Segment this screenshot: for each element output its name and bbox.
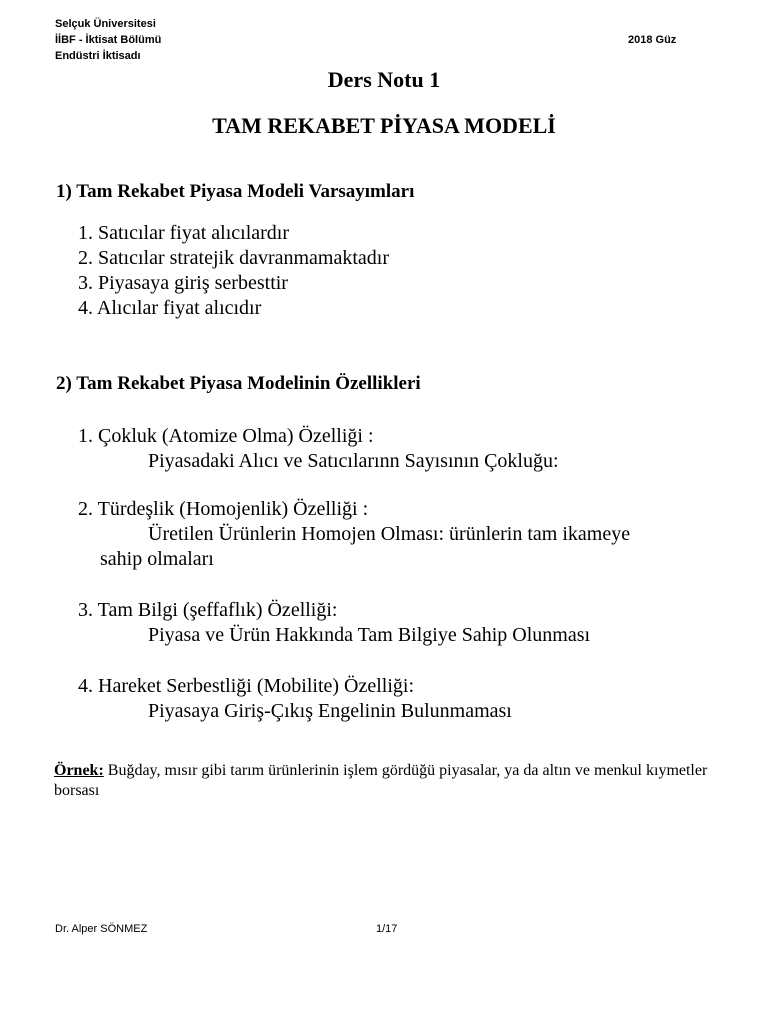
property-title: 4. Hareket Serbestliği (Mobilite) Özelliği: [78,675,415,697]
property-description-continued: sahip olmaları [100,548,214,570]
faculty-name: İİBF - İktisat Bölümü [55,34,162,46]
list-item: 2. Satıcılar stratejik davranmamaktadır [78,247,389,269]
property-title: 2. Türdeşlik (Homojenlik) Özelliği : [78,498,369,520]
list-item: 3. Piyasaya giriş serbesttir [78,272,288,294]
property-description: Piyasaya Giriş-Çıkış Engelinin Bulunmaması [148,700,512,722]
section-heading-assumptions: 1) Tam Rekabet Piyasa Modeli Varsayımları [56,181,415,202]
example-paragraph [54,761,724,801]
property-description: Piyasa ve Ürün Hakkında Tam Bilgiye Sahip Olunması [148,624,591,646]
page-title: TAM REKABET PİYASA MODELİ [212,113,556,138]
list-item: 4. Alıcılar fiyat alıcıdır [78,297,262,319]
property-item [78,598,718,648]
term-label: 2018 Güz [628,34,677,46]
section-heading-properties: 2) Tam Rekabet Piyasa Modelinin Özellikleri [56,373,421,394]
property-description: Üretilen Ürünlerin Homojen Olması: ürünlerin tam ikameye [148,523,631,545]
assumptions-list [78,221,389,321]
footer-author: Dr. Alper SÖNMEZ [55,923,148,935]
property-item [78,424,718,474]
page-number: 1/17 [376,923,398,935]
example-label: Örnek: [54,762,104,779]
property-item [78,674,718,724]
lecture-note-title: Ders Notu 1 [327,67,441,92]
list-item: 1. Satıcılar fiyat alıcılardır [78,222,290,244]
university-name: Selçuk Üniversitesi [55,18,156,30]
course-name: Endüstri İktisadı [55,50,141,62]
example-text: Buğday, mısır gibi tarım ürünlerinin işlem gördüğü piyasalar, ya da altın ve menkul kıymetler borsası [54,762,708,799]
property-title: 1. Çokluk (Atomize Olma) Özelliği : [78,425,374,447]
property-description: Piyasadaki Alıcı ve Satıcılarınn Sayısının Çokluğu: [148,450,559,472]
property-title: 3. Tam Bilgi (şeffaflık) Özelliği: [78,599,338,621]
document-header [55,16,161,64]
property-item [78,497,718,572]
